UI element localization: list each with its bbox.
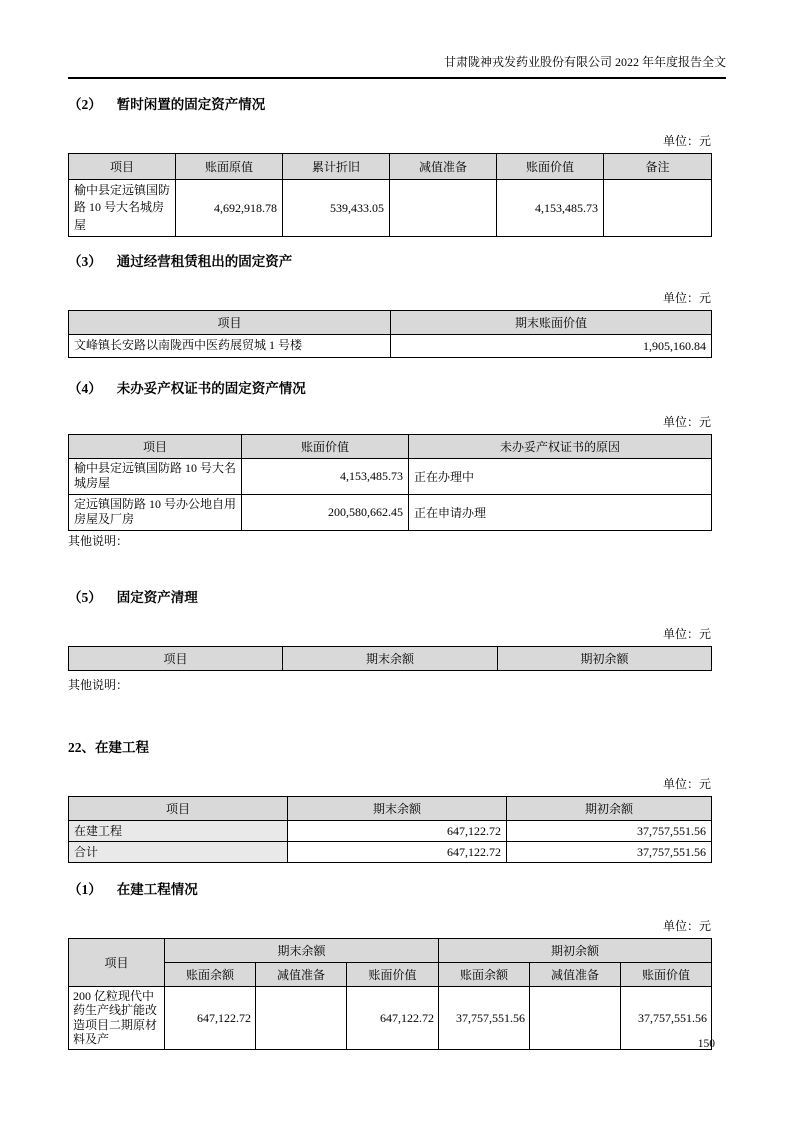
section-heading-disposal bbox=[68, 589, 726, 606]
column-header: 备注 bbox=[604, 154, 712, 180]
construction-detail-table bbox=[68, 938, 712, 1050]
column-header: 期末账面价值 bbox=[391, 311, 712, 335]
cell-item: 榆中县定远镇国防路 10 号大名城房屋 bbox=[69, 458, 242, 494]
column-header: 期末余额 bbox=[283, 646, 498, 670]
column-header: 期初余额 bbox=[507, 796, 712, 820]
column-header: 减值准备 bbox=[390, 154, 497, 180]
cell-value: 4,692,918.78 bbox=[176, 180, 283, 237]
section-title: 未办妥产权证书的固定资产情况 bbox=[116, 380, 306, 396]
column-header: 减值准备 bbox=[256, 962, 347, 986]
cell-value: 647,122.72 bbox=[347, 986, 439, 1049]
column-group-header: 期末余额 bbox=[165, 938, 439, 962]
section-title: 暂时闲置的固定资产情况 bbox=[116, 97, 266, 112]
section-number: （4） bbox=[68, 380, 102, 396]
column-header: 项目 bbox=[69, 311, 391, 335]
table-row bbox=[69, 335, 712, 357]
column-header: 项目 bbox=[69, 646, 283, 670]
table-row bbox=[69, 180, 712, 237]
unit-label: 单位：元 bbox=[662, 414, 711, 429]
section-number: （2） bbox=[68, 97, 102, 112]
column-header: 项目 bbox=[69, 796, 288, 820]
cell-item: 合计 bbox=[69, 841, 288, 862]
table-header-row bbox=[69, 434, 712, 458]
cell-value: 539,433.05 bbox=[283, 180, 390, 237]
table-row bbox=[69, 841, 712, 862]
cell-value bbox=[256, 986, 347, 1049]
report-header-title: 甘肃陇神戎发药业股份有限公司 2022 年年度报告全文 bbox=[443, 55, 726, 69]
unit-label: 单位：元 bbox=[662, 918, 711, 933]
table-header-row bbox=[69, 311, 712, 335]
section-heading-construction-detail bbox=[68, 881, 726, 898]
cell-value bbox=[604, 180, 712, 237]
section-title: 在建工程情况 bbox=[116, 881, 198, 897]
unit-label: 单位：元 bbox=[662, 776, 711, 791]
cell-value: 647,122.72 bbox=[288, 820, 507, 841]
idle-assets-table bbox=[68, 153, 712, 237]
report-header bbox=[68, 53, 726, 79]
table-group-header-row bbox=[69, 938, 712, 962]
table-header-row bbox=[69, 796, 712, 820]
cell-item: 文峰镇长安路以南陇西中医药展贸城 1 号楼 bbox=[69, 335, 391, 357]
table-header-row bbox=[69, 154, 712, 180]
column-group-header: 期初余额 bbox=[439, 938, 712, 962]
leased-out-table bbox=[68, 310, 712, 357]
cell-value: 1,905,160.84 bbox=[391, 335, 712, 357]
column-header: 账面价值 bbox=[497, 154, 604, 180]
column-header: 账面价值 bbox=[347, 962, 439, 986]
column-header: 累计折旧 bbox=[283, 154, 390, 180]
section-number: （3） bbox=[68, 254, 102, 270]
cell-value: 37,757,551.56 bbox=[621, 986, 712, 1049]
table-subheader-row bbox=[69, 962, 712, 986]
cell-value: 647,122.72 bbox=[165, 986, 256, 1049]
column-header: 未办妥产权证书的原因 bbox=[409, 434, 712, 458]
cell-value: 37,757,551.56 bbox=[507, 820, 712, 841]
section-title: 通过经营租赁租出的固定资产 bbox=[116, 254, 293, 270]
unit-label: 单位：元 bbox=[662, 291, 711, 306]
column-header: 期初余额 bbox=[498, 646, 712, 670]
column-header: 项目 bbox=[69, 938, 165, 986]
section-heading-construction bbox=[68, 739, 726, 756]
column-header: 账面原值 bbox=[176, 154, 283, 180]
section-title: 固定资产清理 bbox=[116, 589, 198, 605]
page-number: 150 bbox=[697, 1038, 715, 1050]
column-header: 账面余额 bbox=[439, 962, 530, 986]
column-header: 项目 bbox=[69, 154, 176, 180]
table-row bbox=[69, 494, 712, 530]
cell-item: 在建工程 bbox=[69, 820, 288, 841]
column-header: 账面价值 bbox=[621, 962, 712, 986]
unit-label: 单位：元 bbox=[662, 134, 711, 148]
cell-reason: 正在申请办理 bbox=[409, 494, 712, 530]
unit-label: 单位：元 bbox=[662, 626, 711, 641]
cell-value: 647,122.72 bbox=[288, 841, 507, 862]
section-title: 在建工程 bbox=[95, 739, 149, 755]
section-number: （5） bbox=[68, 589, 102, 605]
column-header: 项目 bbox=[69, 434, 242, 458]
section-number: （1） bbox=[68, 881, 102, 897]
cell-value bbox=[530, 986, 621, 1049]
table-row bbox=[69, 986, 712, 1049]
cell-item: 榆中县定远镇国防路 10 号大名城房屋 bbox=[69, 180, 176, 237]
no-certificate-table bbox=[68, 434, 712, 531]
cell-value: 37,757,551.56 bbox=[507, 841, 712, 862]
cell-value: 4,153,485.73 bbox=[497, 180, 604, 237]
cell-reason: 正在办理中 bbox=[409, 458, 712, 494]
cell-value: 4,153,485.73 bbox=[242, 458, 409, 494]
table-row bbox=[69, 820, 712, 841]
construction-table bbox=[68, 796, 712, 863]
other-notes-label: 其他说明： bbox=[68, 677, 129, 692]
table-row bbox=[69, 458, 712, 494]
cell-value: 200,580,662.45 bbox=[242, 494, 409, 530]
cell-item: 定远镇国防路 10 号办公地自用房屋及厂房 bbox=[69, 494, 242, 530]
column-header: 减值准备 bbox=[530, 962, 621, 986]
section-heading-idle-assets bbox=[68, 96, 726, 113]
cell-item: 200 亿粒现代中药生产线扩能改造项目二期原材料及产 bbox=[69, 986, 165, 1049]
other-notes-label: 其他说明： bbox=[68, 533, 129, 548]
column-header: 账面余额 bbox=[165, 962, 256, 986]
disposal-table bbox=[68, 646, 712, 671]
cell-value: 37,757,551.56 bbox=[439, 986, 530, 1049]
cell-value bbox=[390, 180, 497, 237]
section-heading-leased-out bbox=[68, 253, 726, 270]
section-heading-no-certificate bbox=[68, 380, 726, 397]
section-number: 22、 bbox=[68, 739, 95, 755]
column-header: 期末余额 bbox=[288, 796, 507, 820]
column-header: 账面价值 bbox=[242, 434, 409, 458]
table-header-row bbox=[69, 646, 712, 670]
